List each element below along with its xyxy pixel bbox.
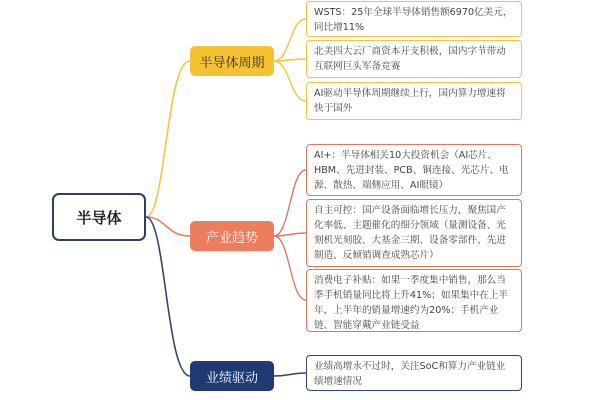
category-industry-trend: 产业趋势	[190, 221, 274, 251]
note-earnings-growth: 业绩高增永不过时，关注SoC和算力产业链业绩增速情况	[306, 355, 522, 391]
category-semiconductor-cycle: 半导体周期	[190, 46, 274, 76]
root-node: 半导体	[52, 193, 146, 241]
connector-root-cycle	[146, 61, 190, 217]
connector-cycle-1	[274, 19, 306, 61]
category-performance-driven: 业绩驱动	[190, 361, 274, 391]
connector-root-trend	[146, 217, 190, 236]
note-cloud-capex: 北美四大云厂商资本开支积极，国内字节带动互联网巨头军备竞赛	[306, 40, 522, 78]
note-self-reliance: 自主可控：国产设备面临增长压力，聚焦国产化率低、主题催化的细分领域（量测设备、光刻机光刻胶、大基金三期、设备零部件、先进制造、反倾销调查成熟芯片）	[306, 199, 522, 267]
connector-cycle-3	[274, 61, 306, 101]
note-ai-opportunities: AI+：半导体相关10大投资机会（AI芯片、HBM、先进封装、PCB、铜连接、光芯片、电源、散热、端侧应用、AI眼镜）	[306, 144, 522, 196]
connector-perf-1	[274, 373, 306, 376]
note-wsts-sales: WSTS：25年全球半导体销售额6970亿美元，同比增11%	[306, 1, 522, 37]
connector-root-perf	[146, 217, 190, 376]
connector-trend-3	[274, 236, 306, 300]
note-consumer-subsidy: 消费电子补贴：如果一季度集中销售，那么当季手机销量同比将上升41%；如果集中在上半年，上半年的销量增速约为20%；手机产业链、智能穿戴产业链受益	[306, 269, 522, 332]
connector-trend-1	[274, 170, 306, 236]
note-ai-cycle: AI驱动半导体周期继续上行，国内算力增速将快于国外	[306, 82, 522, 120]
